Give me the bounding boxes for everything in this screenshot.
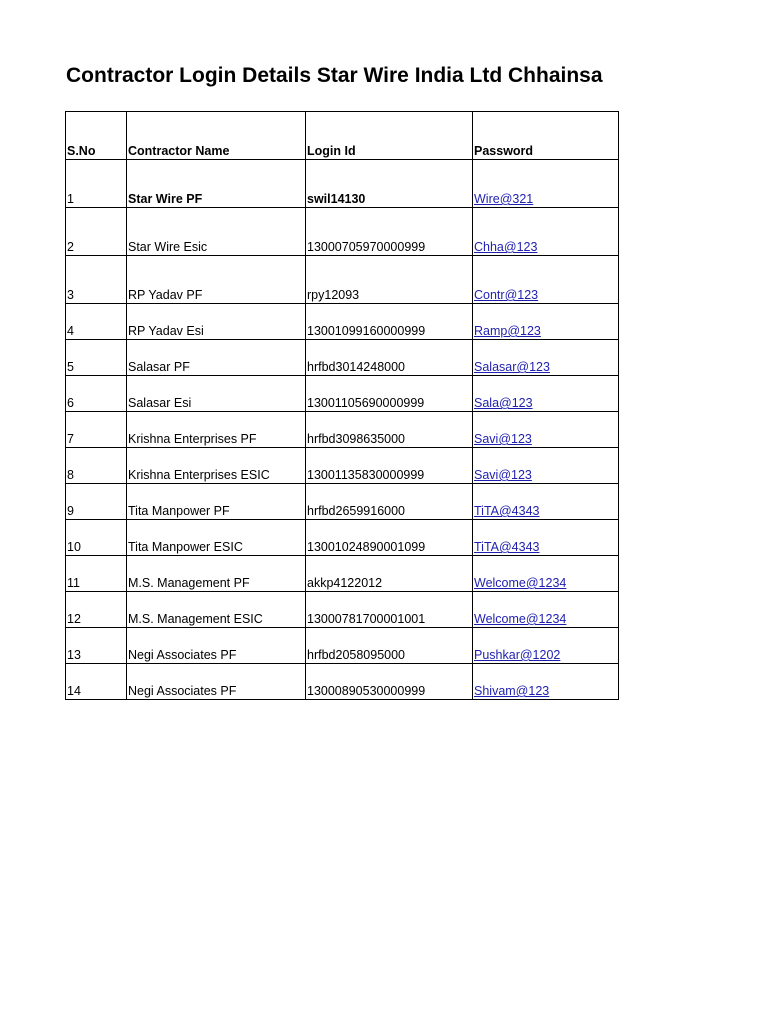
row-password-cell [473,160,619,208]
row-sno: 14 [66,664,127,700]
row-password-cell [473,376,619,412]
header-login-id: Login Id [306,112,473,160]
row-sno: 5 [66,340,127,376]
row-login-id: hrfbd2058095000 [306,628,473,664]
row-login-id: 13001135830000999 [306,448,473,484]
row-sno: 12 [66,592,127,628]
row-sno: 4 [66,304,127,340]
row-contractor-name: Salasar Esi [127,376,306,412]
row-password-cell [473,556,619,592]
row-password-cell [473,304,619,340]
row-password-cell [473,412,619,448]
row-contractor-name: M.S. Management ESIC [127,592,306,628]
row-login-id: swil14130 [306,160,473,208]
row-login-id: 13001024890001099 [306,520,473,556]
table-row [66,256,619,304]
table-row [66,160,619,208]
row-sno: 10 [66,520,127,556]
row-sno: 2 [66,208,127,256]
table-row [66,304,619,340]
row-login-id: 13001105690000999 [306,376,473,412]
row-sno: 1 [66,160,127,208]
row-sno: 8 [66,448,127,484]
row-contractor-name: Tita Manpower PF [127,484,306,520]
row-login-id: hrfbd2659916000 [306,484,473,520]
row-contractor-name: Star Wire Esic [127,208,306,256]
row-password-cell [473,484,619,520]
row-sno: 7 [66,412,127,448]
password-link[interactable]: Salasar@123 [474,360,550,374]
row-contractor-name: RP Yadav Esi [127,304,306,340]
password-link[interactable]: Wire@321 [474,192,534,206]
row-password-cell [473,664,619,700]
table-row [66,592,619,628]
table-row [66,484,619,520]
table-row [66,376,619,412]
row-contractor-name: Salasar PF [127,340,306,376]
row-contractor-name: Negi Associates PF [127,664,306,700]
password-link[interactable]: Contr@123 [474,288,539,302]
password-link[interactable]: Chha@123 [474,240,538,254]
password-link[interactable]: Ramp@123 [474,324,541,338]
table-row [66,208,619,256]
row-password-cell [473,628,619,664]
password-link[interactable]: Savi@123 [474,432,532,446]
row-contractor-name: Negi Associates PF [127,628,306,664]
row-password-cell [473,340,619,376]
table-row [66,628,619,664]
row-sno: 3 [66,256,127,304]
row-contractor-name: RP Yadav PF [127,256,306,304]
password-link[interactable]: Pushkar@1202 [474,648,561,662]
row-password-cell [473,592,619,628]
table-row [66,520,619,556]
table-row [66,556,619,592]
row-contractor-name: Tita Manpower ESIC [127,520,306,556]
password-link[interactable]: Welcome@1234 [474,576,567,590]
row-sno: 6 [66,376,127,412]
contractor-login-table [65,111,619,700]
table-row [66,448,619,484]
row-login-id: akkp4122012 [306,556,473,592]
row-contractor-name: Krishna Enterprises ESIC [127,448,306,484]
row-login-id: 13000890530000999 [306,664,473,700]
table-row [66,664,619,700]
row-login-id: hrfbd3014248000 [306,340,473,376]
row-login-id: hrfbd3098635000 [306,412,473,448]
row-login-id: 13001099160000999 [306,304,473,340]
row-login-id: 13000705970000999 [306,208,473,256]
password-link[interactable]: Sala@123 [474,396,533,410]
row-password-cell [473,208,619,256]
row-password-cell [473,520,619,556]
table-row [66,412,619,448]
row-login-id: rpy12093 [306,256,473,304]
row-sno: 9 [66,484,127,520]
header-contractor-name: Contractor Name [127,112,306,160]
row-contractor-name: Krishna Enterprises PF [127,412,306,448]
row-password-cell [473,448,619,484]
document-title: Contractor Login Details Star Wire India Ltd Chhainsa [66,64,603,87]
row-contractor-name: Star Wire PF [127,160,306,208]
row-contractor-name: M.S. Management PF [127,556,306,592]
header-sno: S.No [66,112,127,160]
table-header-row [66,112,619,160]
password-link[interactable]: Savi@123 [474,468,532,482]
password-link[interactable]: TiTA@4343 [474,540,540,554]
header-password: Password [473,112,619,160]
password-link[interactable]: Shivam@123 [474,684,550,698]
password-link[interactable]: Welcome@1234 [474,612,567,626]
table-row [66,340,619,376]
password-link[interactable]: TiTA@4343 [474,504,540,518]
row-sno: 13 [66,628,127,664]
row-sno: 11 [66,556,127,592]
row-password-cell [473,256,619,304]
row-login-id: 13000781700001001 [306,592,473,628]
